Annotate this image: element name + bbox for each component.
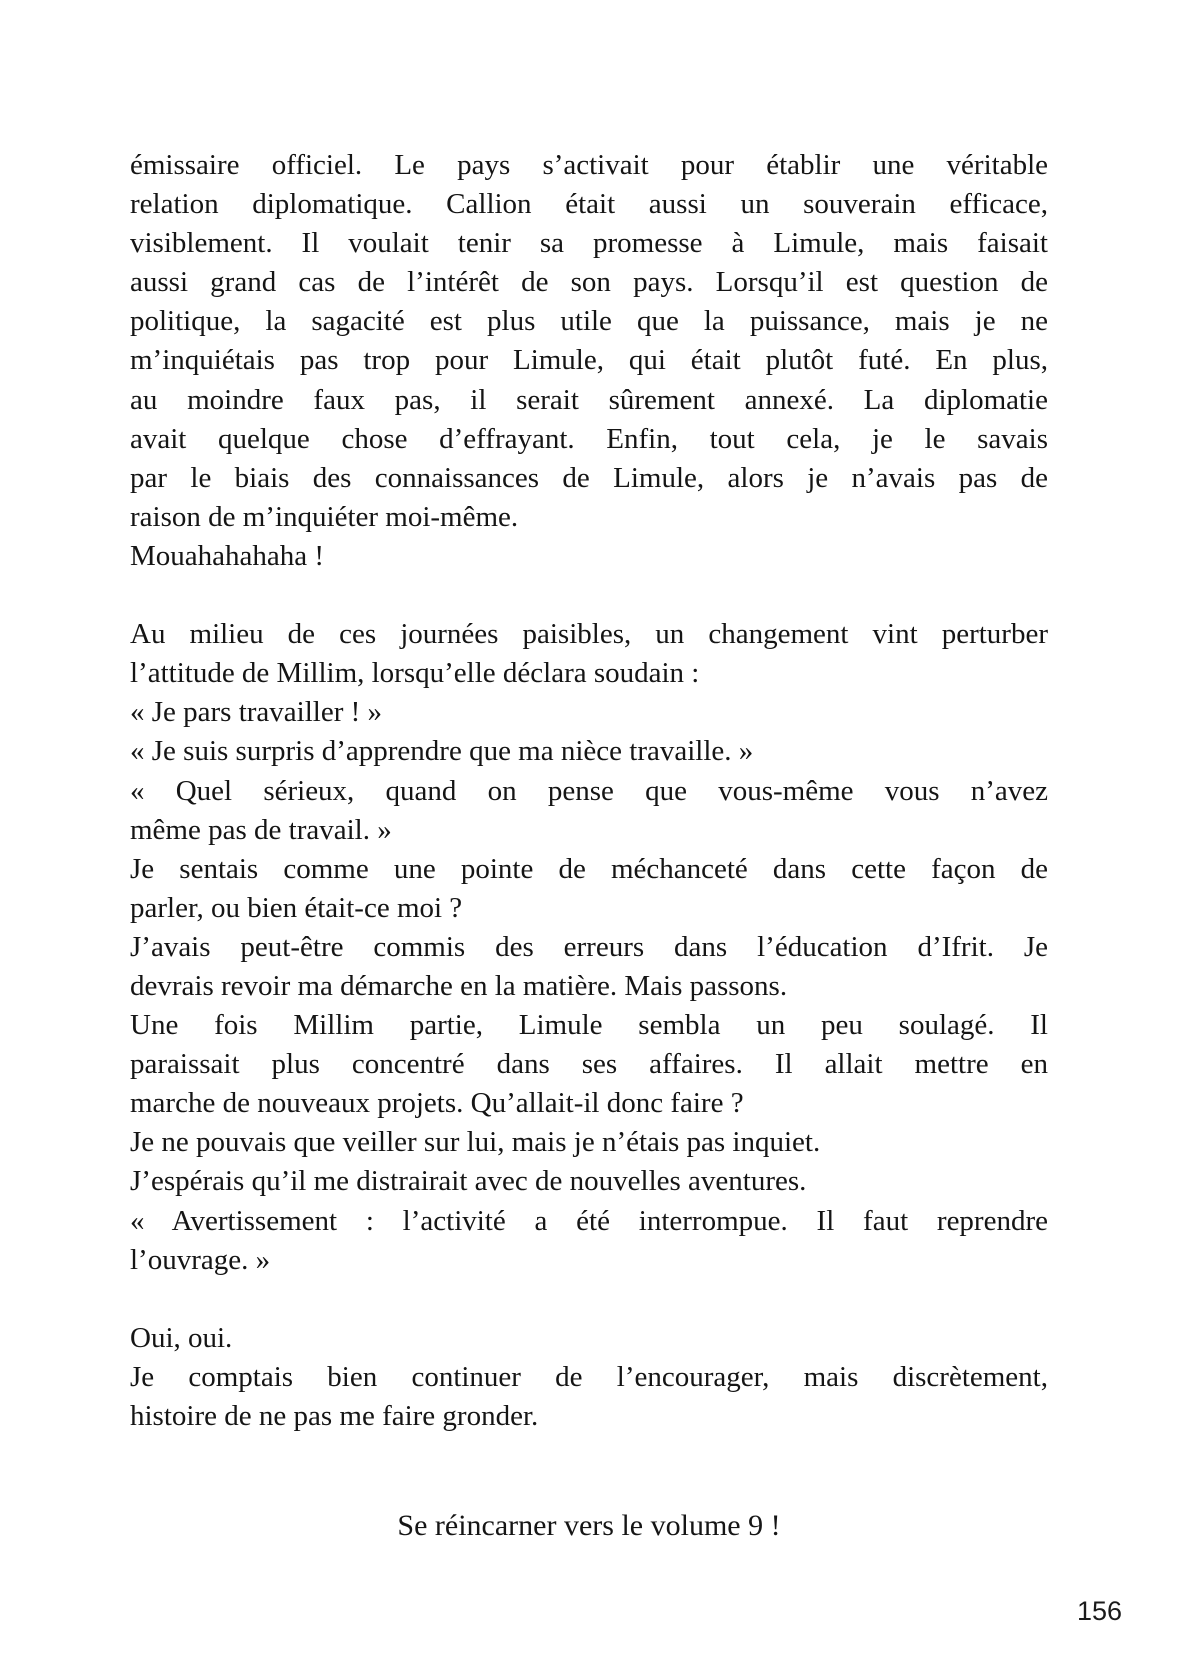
text-line: marche de nouveaux projets. Qu’allait-il donc faire ? [130, 1087, 744, 1120]
text-line: raison de m’inquiéter moi-même. [130, 500, 519, 533]
text-line: « Je suis surpris d’apprendre que ma nièce travaille. » [130, 735, 754, 768]
text-line: Mouahahahaha ! [130, 539, 325, 572]
text-line: devrais revoir ma démarche en la matière. Mais passons. [130, 969, 788, 1002]
text-line: politique, la sagacité est plus utile que la puissance, mais je ne [130, 305, 1048, 338]
text-line: visiblement. Il voulait tenir sa promesse à Limule, mais faisait [130, 227, 1048, 260]
text-line: Je sentais comme une pointe de méchanceté dans cette façon de [130, 852, 1048, 885]
text-line: J’avais peut-être commis des erreurs dans l’éducation d’Ifrit. Je [130, 930, 1048, 963]
text-line: relation diplomatique. Callion était aussi un souverain efficace, [130, 188, 1048, 221]
text-line: aussi grand cas de l’intérêt de son pays. Lorsqu’il est question de [130, 266, 1048, 299]
blank-line [130, 1280, 1048, 1319]
volume-callout: Se réincarner vers le volume 9 ! [397, 1509, 781, 1542]
page-body-text [130, 146, 1048, 1436]
text-line: m’inquiétais pas trop pour Limule, qui était plutôt futé. En plus, [130, 344, 1048, 377]
text-line: Je ne pouvais que veiller sur lui, mais je n’étais pas inquiet. [130, 1126, 821, 1159]
text-line: Une fois Millim partie, Limule sembla un peu soulagé. Il [130, 1009, 1048, 1042]
text-line: au moindre faux pas, il serait sûrement annexé. La diplomatie [130, 383, 1048, 416]
text-line: émissaire officiel. Le pays s’activait pour établir une véritable [130, 149, 1048, 181]
text-line: paraissait plus concentré dans ses affaires. Il allait mettre en [130, 1048, 1048, 1081]
blank-line [130, 576, 1048, 615]
text-line: histoire de ne pas me faire gronder. [130, 1400, 539, 1432]
text-line: « Je pars travailler ! » [130, 696, 383, 729]
text-line: Au milieu de ces journées paisibles, un changement vint perturber [130, 618, 1048, 651]
text-line: Oui, oui. [130, 1321, 233, 1354]
text-line: parler, ou bien était-ce moi ? [130, 891, 463, 924]
text-line: J’espérais qu’il me distrairait avec de nouvelles aventures. [130, 1165, 807, 1198]
text-line: l’attitude de Millim, lorsqu’elle déclara soudain : [130, 657, 700, 690]
text-line: Je comptais bien continuer de l’encourager, mais discrètement, [130, 1360, 1048, 1393]
text-line: « Quel sérieux, quand on pense que vous-même vous n’avez [130, 774, 1048, 807]
text-line: l’ouvrage. » [130, 1243, 271, 1276]
text-line: par le biais des connaissances de Limule, alors je n’avais pas de [130, 461, 1048, 494]
text-line: « Avertissement : l’activité a été interrompue. Il faut reprendre [130, 1204, 1048, 1237]
text-line: même pas de travail. » [130, 813, 392, 846]
page-number: 156 [1076, 1596, 1122, 1626]
text-line: avait quelque chose d’effrayant. Enfin, tout cela, je le savais [130, 422, 1048, 455]
